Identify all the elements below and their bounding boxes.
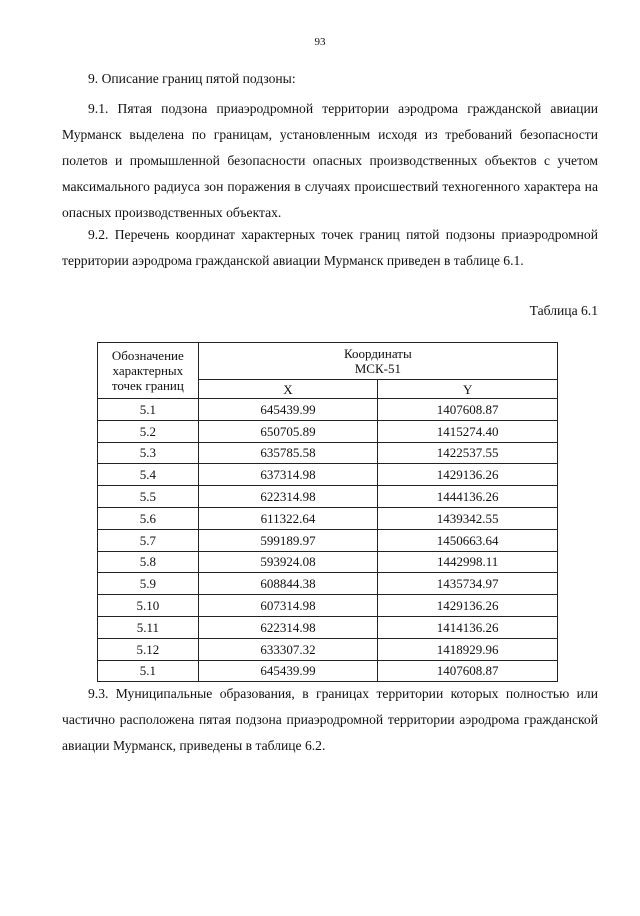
point-cell: 5.8 xyxy=(98,551,199,573)
table-row xyxy=(98,399,558,421)
y-coordinate-cell: 1414136.26 xyxy=(378,616,558,638)
y-coordinate-cell: 1450663.64 xyxy=(378,529,558,551)
x-coordinate-cell: 637314.98 xyxy=(198,464,378,486)
point-cell: 5.1 xyxy=(98,399,199,421)
y-coordinate-cell: 1435734.97 xyxy=(378,573,558,595)
table-row xyxy=(98,616,558,638)
y-coordinate-cell: 1407608.87 xyxy=(378,399,558,421)
y-coordinate-cell: 1418929.96 xyxy=(378,638,558,660)
coordinates-table-body xyxy=(98,399,558,682)
table-row xyxy=(98,464,558,486)
table-row xyxy=(98,486,558,508)
table-row xyxy=(98,660,558,682)
x-coordinate-cell: 622314.98 xyxy=(198,616,378,638)
paragraph-9-1: 9.1. Пятая подзона приаэродромной территории аэродрома гражданской авиации Мурманск выделена по границам, установленным исходя из требований безопасности полетов и промышленной безопасности опасных производственных объектов с учетом максимального радиуса зон поражения в случаях происшествий техногенного характера на опасных производственных объектах. xyxy=(62,101,598,220)
table-row xyxy=(98,442,558,464)
x-coordinate-cell: 633307.32 xyxy=(198,638,378,660)
y-coordinate-cell: 1415274.40 xyxy=(378,420,558,442)
point-cell: 5.11 xyxy=(98,616,199,638)
point-cell: 5.3 xyxy=(98,442,199,464)
table-caption: Таблица 6.1 xyxy=(529,303,598,318)
x-coordinate-cell: 645439.99 xyxy=(198,399,378,421)
paragraph-9-2: 9.2. Перечень координат характерных точек границ пятой подзоны приаэродромной территории аэродрома гражданской авиации Мурманск приведен в таблице 6.1. xyxy=(62,227,598,268)
x-coordinate-cell: 645439.99 xyxy=(198,660,378,682)
point-cell: 5.7 xyxy=(98,529,199,551)
y-coordinate-cell: 1429136.26 xyxy=(378,464,558,486)
header-y: Y xyxy=(378,380,558,399)
table-row xyxy=(98,507,558,529)
point-cell: 5.6 xyxy=(98,507,199,529)
y-coordinate-cell: 1444136.26 xyxy=(378,486,558,508)
table-row xyxy=(98,420,558,442)
x-coordinate-cell: 608844.38 xyxy=(198,573,378,595)
point-cell: 5.4 xyxy=(98,464,199,486)
table-row xyxy=(98,595,558,617)
page-number: 93 xyxy=(314,36,326,48)
y-coordinate-cell: 1407608.87 xyxy=(378,660,558,682)
x-coordinate-cell: 635785.58 xyxy=(198,442,378,464)
section-heading: 9. Описание границ пятой подзоны: xyxy=(88,71,296,86)
header-x: X xyxy=(198,380,378,399)
point-cell: 5.5 xyxy=(98,486,199,508)
point-cell: 5.10 xyxy=(98,595,199,617)
table-row xyxy=(98,529,558,551)
paragraph-9-3: 9.3. Муниципальные образования, в границах территории которых полностью или частично расположена пятая подзона приаэродромной территории аэродрома гражданской авиации Мурманск, приведены в таблице 6.2. xyxy=(62,686,598,753)
table-row xyxy=(98,573,558,595)
x-coordinate-cell: 607314.98 xyxy=(198,595,378,617)
table-row xyxy=(98,638,558,660)
y-coordinate-cell: 1422537.55 xyxy=(378,442,558,464)
y-coordinate-cell: 1429136.26 xyxy=(378,595,558,617)
y-coordinate-cell: 1439342.55 xyxy=(378,507,558,529)
header-coordinates-title: Координаты xyxy=(343,346,412,361)
x-coordinate-cell: 593924.08 xyxy=(198,551,378,573)
table-row xyxy=(98,551,558,573)
x-coordinate-cell: 650705.89 xyxy=(198,420,378,442)
x-coordinate-cell: 622314.98 xyxy=(198,486,378,508)
coordinates-table xyxy=(97,342,558,682)
header-designation: Обозначение характерных точек границ xyxy=(98,343,199,399)
point-cell: 5.2 xyxy=(98,420,199,442)
point-cell: 5.1 xyxy=(98,660,199,682)
point-cell: 5.12 xyxy=(98,638,199,660)
header-coordinate-system: МСК-51 xyxy=(354,361,401,376)
x-coordinate-cell: 599189.97 xyxy=(198,529,378,551)
y-coordinate-cell: 1442998.11 xyxy=(378,551,558,573)
x-coordinate-cell: 611322.64 xyxy=(198,507,378,529)
point-cell: 5.9 xyxy=(98,573,199,595)
header-coordinates xyxy=(198,343,557,380)
